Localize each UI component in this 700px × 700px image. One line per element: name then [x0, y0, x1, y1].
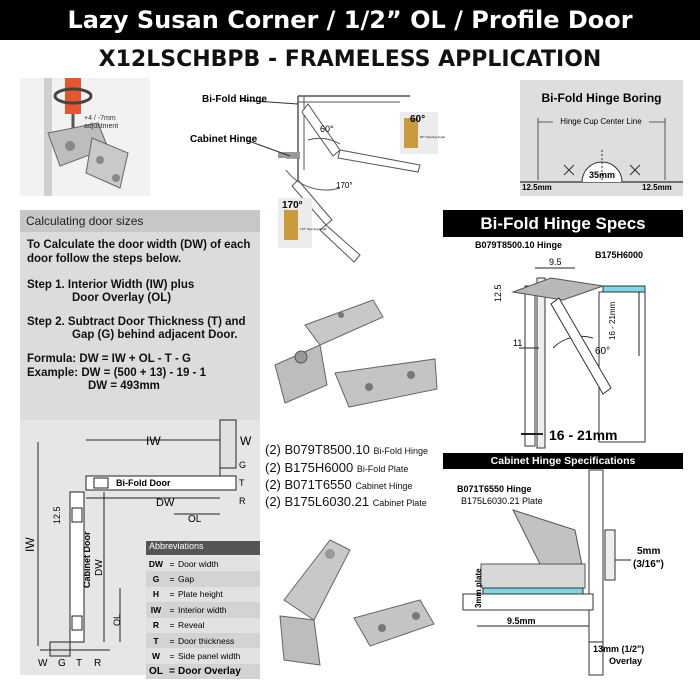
adjustment-label-1: +4 / -7mm	[84, 115, 116, 122]
calc-step2-2: Gap (G) behind adjacent Door.	[72, 329, 238, 341]
abbreviation-value: Door thickness	[178, 635, 235, 646]
abbreviation-eq: =	[169, 589, 175, 600]
bifold-dim-16-21: 16 - 21mm	[549, 427, 618, 443]
page-title: Lazy Susan Corner / 1/2” OL / Profile Door	[0, 0, 700, 40]
fp-iw-left: IW	[23, 537, 37, 552]
bifold-hinge-photo	[265, 295, 445, 425]
fp-w-top: W	[240, 434, 252, 448]
abbreviation-row	[146, 648, 260, 663]
abbreviation-eq: =	[169, 651, 175, 662]
abbreviation-row	[146, 664, 260, 679]
fp-dw-top: DW	[156, 497, 175, 509]
calc-step2-1: Step 2. Subtract Door Thickness (T) and	[27, 316, 246, 328]
abbreviation-value: Interior width	[178, 604, 227, 615]
abbreviation-key: W	[151, 651, 161, 662]
calc-header: Calculating door sizes	[20, 210, 260, 232]
badge-60-small: 60° Opening Angle	[420, 135, 446, 139]
fp-ol-left: OL	[112, 613, 122, 626]
abbreviation-key: R	[152, 620, 160, 631]
boring-cup-dim: 35mm	[588, 170, 616, 180]
fp-t-bottom: T	[76, 658, 83, 669]
abbreviation-row	[146, 618, 260, 633]
screwdriver-icon	[65, 78, 81, 114]
fp-ol-top: OL	[188, 514, 202, 525]
abbreviation-value: Door Overlay	[178, 665, 241, 677]
bifold-angle: 60°	[595, 346, 611, 357]
bifold-specs-title: Bi-Fold Hinge Specs	[443, 210, 683, 237]
abbreviation-eq: =	[169, 558, 175, 569]
fp-g-bottom: G	[58, 658, 66, 669]
abbreviation-eq: =	[169, 620, 175, 631]
bifold-hinge-label: Bi-Fold Hinge	[202, 94, 267, 105]
cabinet-hinge-photo	[270, 530, 440, 675]
fp-iw-top: IW	[146, 434, 161, 448]
part-row: (2) B175H6000 Bi-Fold Plate	[265, 460, 409, 475]
angle-170-label: 170°	[336, 181, 353, 190]
cabinet-overlay: Overlay	[609, 656, 643, 666]
bifold-dim-11: 11	[513, 338, 523, 348]
abbreviation-eq: =	[169, 604, 175, 615]
cabinet-hinge-label: B071T6550 Hinge	[457, 484, 532, 494]
part-row: (2) B071T6550 Cabinet Hinge	[265, 477, 413, 492]
badge-170-small: 170° Opening Angle	[300, 227, 327, 231]
calc-example-2: DW = 493mm	[88, 380, 160, 392]
abbreviation-value: Side panel width	[178, 651, 241, 662]
abbreviation-key: DW	[148, 558, 164, 569]
bifold-dim-vertical: 16 - 21mm	[608, 301, 617, 340]
abbreviation-key: H	[152, 589, 160, 600]
abbreviations-title: Abbreviations	[146, 541, 260, 555]
boring-right-dim: 12.5mm	[642, 183, 672, 192]
boring-diagram	[520, 110, 683, 196]
bifold-specs-diagram	[443, 238, 683, 450]
abbreviation-row	[146, 571, 260, 586]
bifold-plate-label: B175H6000	[595, 250, 644, 260]
fp-t-side: T	[239, 478, 245, 488]
abbreviation-eq: =	[169, 635, 175, 646]
fp-cabinet-door: Cabinet Door	[82, 531, 92, 588]
calc-step1-1: Step 1. Interior Width (IW) plus	[27, 279, 195, 291]
calc-intro-2: door follow the steps below.	[27, 253, 182, 265]
abbreviation-key: IW	[150, 604, 162, 615]
cabinet-hinge-label: Cabinet Hinge	[190, 134, 258, 145]
angle-60-label: 60°	[320, 124, 334, 134]
cabinet-plate-label: B175L6030.21 Plate	[461, 496, 543, 506]
boring-left-dim: 12.5mm	[522, 183, 552, 192]
cabinet-dim-3mm: 3mm plate	[474, 568, 483, 608]
bifold-hinge-label: B079T8500.10 Hinge	[475, 240, 563, 250]
badge-170: 170°	[282, 200, 303, 211]
adjustment-photo	[20, 78, 150, 196]
fp-dw-left: DW	[94, 559, 105, 576]
abbreviation-value: Gap	[178, 574, 195, 585]
cabinet-specs-diagram	[443, 470, 683, 675]
boring-centerline-label: Hinge Cup Center Line	[560, 117, 642, 126]
calc-step1-2: Door Overlay (OL)	[72, 292, 172, 304]
abbreviation-value: Plate height	[178, 589, 223, 600]
calc-example-1: Example: DW = (500 + 13) - 19 - 1	[27, 367, 206, 379]
abbreviation-row	[146, 633, 260, 648]
page-subtitle: X12LSCHBPB - FRAMELESS APPLICATION	[98, 46, 602, 72]
bifold-dim-95: 9.5	[549, 257, 562, 267]
boring-title: Bi-Fold Hinge Boring	[541, 91, 662, 105]
abbreviation-row	[146, 602, 260, 617]
fp-dim-125: 12.5	[52, 506, 62, 524]
abbreviation-eq: =	[169, 665, 175, 677]
abbreviation-key: T	[153, 635, 159, 646]
cabinet-dim-13mm: 13mm (1/2")	[593, 644, 645, 654]
abbreviation-row	[146, 556, 260, 571]
cabinet-specs-title: Cabinet Hinge Specifications	[443, 453, 683, 469]
adjustment-label-2: adjustment	[84, 123, 119, 130]
fp-w-bottom: W	[38, 658, 48, 669]
bifold-dim-125: 12.5	[493, 284, 503, 302]
fp-bifold-door: Bi-Fold Door	[116, 478, 171, 488]
fp-r-bottom: R	[94, 658, 102, 669]
calc-formula: Formula: DW = IW + OL - T - G	[27, 353, 191, 365]
cabinet-dim-316: (3/16")	[633, 559, 664, 570]
badge-60: 60°	[410, 114, 426, 125]
abbreviation-key: OL	[149, 665, 163, 677]
abbreviation-value: Door width	[178, 558, 219, 569]
fp-g-side: G	[239, 460, 247, 470]
cabinet-dim-5mm: 5mm	[637, 546, 661, 557]
part-row: (2) B175L6030.21 Cabinet Plate	[265, 494, 427, 509]
abbreviation-row	[146, 587, 260, 602]
abbreviation-key: G	[152, 574, 160, 585]
part-row: (2) B079T8500.10 Bi-Fold Hinge	[265, 442, 428, 457]
fp-r-side: R	[239, 496, 246, 506]
badge-170-icon	[284, 210, 298, 240]
cabinet-dim-95: 9.5mm	[507, 616, 536, 626]
calc-intro-1: To Calculate the door width (DW) of each	[27, 239, 251, 251]
abbreviation-eq: =	[169, 574, 175, 585]
abbreviation-value: Reveal	[178, 620, 205, 631]
